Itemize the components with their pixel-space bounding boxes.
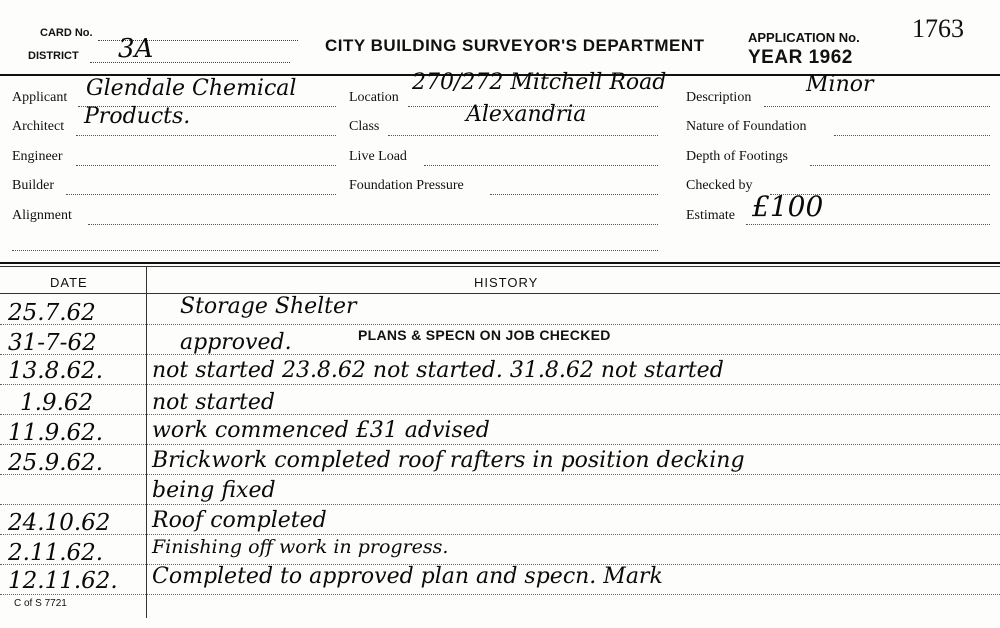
architect-line — [76, 135, 336, 136]
class-line — [388, 135, 658, 136]
class-value: Alexandria — [466, 102, 587, 127]
history-top-rule-2 — [0, 266, 1000, 267]
row-line — [0, 444, 1000, 445]
row-line — [0, 354, 1000, 355]
row-date: 25.9.62. — [8, 450, 104, 476]
description-value: Minor — [806, 72, 874, 97]
applicant-label: Applicant — [12, 90, 68, 105]
row-date: 25.7.62 — [8, 300, 96, 326]
class-label: Class — [349, 119, 380, 134]
row-text: Completed to approved plan and specn. Mark — [152, 564, 663, 589]
district-label: DISTRICT — [28, 50, 79, 62]
date-column-divider — [146, 266, 147, 618]
row-date: 31-7-62 — [8, 330, 97, 356]
depth-of-footings-label: Depth of Footings — [686, 149, 788, 164]
year-label: YEAR 1962 — [748, 47, 853, 68]
depth-of-footings-line — [810, 165, 990, 166]
application-no-label: APPLICATION No. — [748, 30, 860, 45]
row-date: 11.9.62. — [8, 420, 104, 446]
foundation-pressure-line — [490, 194, 658, 195]
nature-of-foundation-label: Nature of Foundation — [686, 119, 807, 134]
row-date: 13.8.62. — [8, 358, 104, 384]
row-text: not started — [152, 390, 275, 415]
row-line — [0, 504, 1000, 505]
row-date: 1.9.62 — [20, 390, 94, 416]
live-load-label: Live Load — [349, 149, 407, 164]
history-header: HISTORY — [474, 275, 539, 290]
row-text: work commenced £31 advised — [152, 418, 490, 443]
description-label: Description — [686, 90, 752, 105]
engineer-label: Engineer — [12, 149, 63, 164]
estimate-line — [746, 224, 990, 225]
builder-line — [66, 194, 336, 195]
row-line — [0, 534, 1000, 535]
location-value: 270/272 Mitchell Road — [412, 70, 667, 95]
date-header: DATE — [50, 275, 88, 290]
row-line — [0, 474, 1000, 475]
engineer-line — [76, 165, 336, 166]
architect-value: Products. — [84, 104, 191, 129]
form-number: C of S 7721 — [14, 598, 67, 609]
history-header-rule — [0, 293, 1000, 294]
row-text: not started 23.8.62 not started. 31.8.62 not started — [152, 358, 724, 383]
row-line — [0, 414, 1000, 415]
row-text: Roof completed — [152, 508, 327, 533]
description-line — [764, 106, 990, 107]
history-top-rule — [0, 262, 1000, 264]
estimate-label: Estimate — [686, 208, 735, 223]
foundation-pressure-label: Foundation Pressure — [349, 178, 464, 193]
builder-label: Builder — [12, 178, 54, 193]
row-date: 12.11.62. — [8, 568, 118, 594]
alignment-line — [88, 224, 658, 225]
alignment-label: Alignment — [12, 208, 72, 223]
row-text: approved. — [180, 330, 292, 355]
blank-line — [12, 250, 658, 251]
row-text: Finishing off work in progress. — [152, 536, 449, 558]
applicant-value: Glendale Chemical — [86, 76, 297, 101]
card-no-label: CARD No. — [40, 27, 93, 39]
row-text: Storage Shelter — [180, 294, 357, 319]
estimate-value: £100 — [752, 190, 824, 223]
checked-stamp: PLANS & SPECN ON JOB CHECKED — [358, 327, 611, 343]
checked-by-label: Checked by — [686, 178, 753, 193]
row-text: Brickwork completed roof rafters in position decking — [152, 448, 745, 473]
architect-label: Architect — [12, 119, 65, 134]
live-load-line — [424, 165, 658, 166]
row-line — [0, 384, 1000, 385]
location-label: Location — [349, 90, 399, 105]
district-value: 3A — [118, 34, 154, 64]
application-no-value: 1763 — [912, 14, 964, 43]
department-title: CITY BUILDING SURVEYOR'S DEPARTMENT — [325, 36, 705, 55]
row-date: 24.10.62 — [8, 510, 111, 536]
nature-of-foundation-line — [834, 135, 990, 136]
row-line — [0, 324, 1000, 325]
row-date: 2.11.62. — [8, 540, 104, 566]
row-text: being fixed — [152, 478, 276, 503]
row-line — [0, 594, 1000, 595]
